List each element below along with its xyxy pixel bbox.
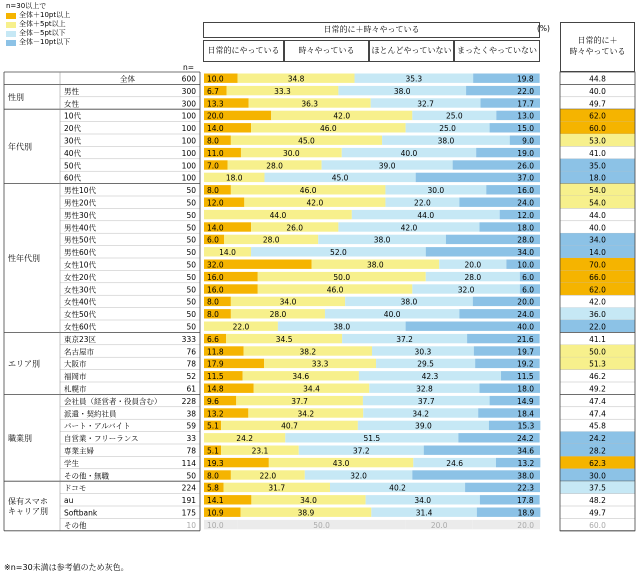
data-label: 6.0 <box>522 285 534 295</box>
n-value: 38 <box>186 409 196 419</box>
row-label: 40代 <box>64 148 82 158</box>
data-label: 34.2 <box>297 409 315 419</box>
data-label: 17.8 <box>516 496 534 506</box>
data-label: 18.0 <box>517 384 534 394</box>
data-label: 8.0 <box>207 186 219 196</box>
row-label: 男性60代 <box>64 248 97 258</box>
n-value: 50 <box>186 310 196 320</box>
summary-value: 54.0 <box>589 198 606 208</box>
group-label: 職業別 <box>8 433 32 443</box>
summary-value: 14.0 <box>589 248 606 258</box>
group-label: 性別 <box>8 92 24 102</box>
data-label: 28.0 <box>269 310 287 320</box>
summary-value: 40.0 <box>589 86 606 96</box>
data-label: 34.6 <box>292 372 310 382</box>
data-label: 29.5 <box>417 359 434 369</box>
summary-value: 60.0 <box>589 520 606 530</box>
n-value: 300 <box>181 86 196 96</box>
data-label: 45.0 <box>298 136 315 146</box>
n-value: 100 <box>181 124 196 134</box>
data-label: 14.8 <box>207 384 224 394</box>
data-label: 22.0 <box>232 322 250 332</box>
data-label: 22.0 <box>259 471 277 481</box>
data-label: 40.2 <box>389 483 406 493</box>
n-value: 10 <box>186 520 196 530</box>
data-label: 34.0 <box>279 297 297 307</box>
data-label: 10.0 <box>517 260 534 270</box>
n-value: 50 <box>186 223 196 233</box>
n-value: 100 <box>181 148 196 158</box>
data-label: 20.0 <box>430 520 448 530</box>
n-value: 600 <box>181 74 196 84</box>
n-value: 59 <box>186 421 196 431</box>
row-label: 30代 <box>64 136 82 146</box>
n-value: 100 <box>181 111 196 121</box>
data-label: 20.0 <box>517 520 534 530</box>
n-value: 33 <box>186 434 196 444</box>
data-label: 19.7 <box>517 347 534 357</box>
data-label: 8.0 <box>207 136 219 146</box>
data-label: 32.8 <box>416 384 433 394</box>
row-label: 女性50代 <box>64 310 97 320</box>
data-label: 37.2 <box>352 446 370 456</box>
data-label: 5.1 <box>207 421 219 431</box>
legend-title: n=30以上で <box>6 2 47 10</box>
summary-value: 51.3 <box>589 359 606 369</box>
data-label: 38.9 <box>297 508 315 518</box>
n-value: 50 <box>186 235 196 245</box>
row-label: 名古屋市 <box>64 347 94 357</box>
data-label: 34.0 <box>300 496 317 506</box>
n-value: 228 <box>181 396 196 406</box>
summary-header-line-2: 時々やっている <box>569 47 626 56</box>
data-label: 8.0 <box>207 310 219 320</box>
n-value: 224 <box>181 483 196 493</box>
data-label: 34.8 <box>287 74 305 84</box>
data-label: 40.7 <box>281 421 298 431</box>
data-label: 46.0 <box>326 285 344 295</box>
data-label: 38.0 <box>400 297 418 307</box>
legend-label: 全体＋10pt以上 <box>19 11 71 19</box>
data-label: 17.9 <box>207 359 224 369</box>
n-header: n= <box>183 63 195 72</box>
data-label: 14.0 <box>219 248 236 258</box>
data-label: 42.0 <box>400 223 418 233</box>
n-value: 50 <box>186 297 196 307</box>
data-label: 32.0 <box>457 285 475 295</box>
row-label: 大阪市 <box>64 359 87 369</box>
data-label: 16.0 <box>207 272 224 282</box>
data-label: 19.0 <box>517 148 534 158</box>
n-value: 50 <box>186 285 196 295</box>
data-label: 5.8 <box>207 483 219 493</box>
data-label: 25.0 <box>445 111 463 121</box>
data-label: 43.0 <box>332 458 350 468</box>
summary-value: 45.8 <box>589 421 606 431</box>
data-label: 34.5 <box>275 334 293 344</box>
row-label: 会社員（経営者・役員含む） <box>64 396 162 406</box>
data-label: 33.3 <box>311 359 329 369</box>
row-label: 50代 <box>64 161 82 171</box>
row-label: 女性30代 <box>64 285 97 295</box>
data-label: 33.3 <box>274 86 291 96</box>
row-label: 男性40代 <box>64 223 97 233</box>
summary-value: 18.0 <box>589 173 606 183</box>
data-label: 12.0 <box>207 198 224 208</box>
data-label: 21.6 <box>516 334 534 344</box>
row-label: 自営業・フリーランス <box>64 434 139 444</box>
column-header-daily: 日常的にやっている <box>203 40 284 62</box>
summary-value: 24.2 <box>589 434 606 444</box>
summary-value: 48.2 <box>589 496 606 506</box>
data-label: 37.7 <box>417 396 435 406</box>
data-label: 14.0 <box>207 223 224 233</box>
row-label: その他 <box>64 520 87 530</box>
data-label: 15.0 <box>517 124 534 134</box>
data-label: 36.3 <box>301 99 319 109</box>
data-label: 42.0 <box>306 198 324 208</box>
summary-value: 30.0 <box>589 471 606 481</box>
data-label: 37.7 <box>291 396 308 406</box>
row-label: ドコモ <box>64 483 87 493</box>
summary-value: 40.0 <box>589 223 606 233</box>
group-header: 日常的に＋時々やっている <box>203 22 540 38</box>
data-label: 16.0 <box>517 186 534 196</box>
row-label: 女性60代 <box>64 322 97 332</box>
data-label: 24.2 <box>236 434 254 444</box>
row-label: 派遣・契約社員 <box>64 409 117 419</box>
group-label: キャリア別 <box>8 507 48 516</box>
summary-value: 42.0 <box>589 297 606 307</box>
data-label: 22.0 <box>414 198 431 208</box>
data-label: 52.0 <box>330 248 347 258</box>
row-label: その他・無職 <box>64 471 109 481</box>
data-label: 9.6 <box>207 396 219 406</box>
data-label: 24.0 <box>517 310 534 320</box>
summary-value: 62.0 <box>589 285 606 295</box>
n-value: 333 <box>181 334 196 344</box>
data-label: 8.0 <box>207 297 219 307</box>
data-label: 38.0 <box>517 471 534 481</box>
data-label: 38.0 <box>373 235 391 245</box>
legend-label: 全体－5pt以下 <box>19 29 66 37</box>
row-label: 男性10代 <box>64 186 97 196</box>
legend-label: 全体＋5pt以上 <box>19 20 66 28</box>
summary-value: 22.0 <box>589 322 606 332</box>
data-label: 32.7 <box>417 99 434 109</box>
n-value: 50 <box>186 260 196 270</box>
data-label: 11.0 <box>207 148 224 158</box>
summary-value: 44.0 <box>589 210 606 220</box>
column-header-never: まったくやっていない <box>454 40 540 62</box>
data-label: 24.2 <box>516 434 534 444</box>
summary-value: 36.0 <box>589 310 606 320</box>
data-label: 50.0 <box>333 272 351 282</box>
data-label: 46.0 <box>299 186 317 196</box>
summary-value: 41.1 <box>589 334 606 344</box>
footnote: ※n=30未満は参考値のため灰色。 <box>4 563 129 572</box>
data-label: 10.0 <box>207 520 224 530</box>
row-label: 10代 <box>64 111 82 121</box>
data-label: 18.0 <box>225 173 243 183</box>
data-label: 15.3 <box>517 421 535 431</box>
data-label: 6.0 <box>207 235 219 245</box>
data-label: 20.0 <box>464 260 482 270</box>
data-label: 38.0 <box>393 86 411 96</box>
data-label: 45.0 <box>331 173 349 183</box>
n-value: 52 <box>186 372 196 382</box>
n-value: 114 <box>181 458 196 468</box>
data-label: 44.0 <box>417 210 435 220</box>
n-value: 50 <box>186 186 196 196</box>
row-label: 女性20代 <box>64 272 97 282</box>
n-value: 50 <box>186 471 196 481</box>
data-label: 34.4 <box>303 384 320 394</box>
row-label: 札幌市 <box>64 384 87 394</box>
data-label: 35.3 <box>405 74 423 84</box>
data-label: 18.4 <box>517 409 534 419</box>
percent-label: (%) <box>537 24 550 33</box>
n-value: 78 <box>186 359 196 369</box>
data-label: 38.0 <box>437 136 455 146</box>
data-label: 13.2 <box>517 458 535 468</box>
row-label: 男性 <box>64 86 79 96</box>
n-value: 50 <box>186 248 196 258</box>
data-label: 6.7 <box>207 86 219 96</box>
summary-header-line-1: 日常的に＋ <box>577 36 618 45</box>
data-label: 32.0 <box>350 471 367 481</box>
data-label: 18.9 <box>517 508 535 518</box>
data-label: 5.1 <box>207 446 219 456</box>
data-label: 6.6 <box>207 334 219 344</box>
row-label: 女性 <box>64 99 79 109</box>
group-label: 性年代別 <box>8 254 40 263</box>
data-label: 40.0 <box>517 322 534 332</box>
row-label: 東京23区 <box>64 334 97 344</box>
data-label: 14.1 <box>207 496 224 506</box>
data-label: 31.7 <box>268 483 286 493</box>
data-label: 38.2 <box>299 347 317 357</box>
summary-value: 49.2 <box>589 384 606 394</box>
data-label: 30.0 <box>427 186 445 196</box>
data-label: 30.3 <box>414 347 432 357</box>
n-value: 50 <box>186 210 196 220</box>
row-label: Softbank <box>64 508 98 518</box>
data-label: 34.2 <box>412 409 430 419</box>
data-label: 28.0 <box>464 272 482 282</box>
data-label: 24.6 <box>446 458 464 468</box>
n-value: 50 <box>186 272 196 282</box>
data-label: 19.8 <box>516 74 534 84</box>
group-label: エリア別 <box>8 359 40 369</box>
data-label: 10.9 <box>207 508 224 518</box>
row-label: 男性50代 <box>64 235 97 245</box>
data-label: 20.0 <box>517 297 534 307</box>
column-header-rarely: ほとんどやっていない <box>369 40 454 62</box>
summary-value: 60.0 <box>589 124 606 134</box>
data-label: 9.0 <box>522 136 534 146</box>
summary-value: 53.0 <box>589 136 606 146</box>
data-label: 31.4 <box>415 508 433 518</box>
data-label: 11.5 <box>207 372 224 382</box>
data-label: 24.0 <box>517 198 534 208</box>
row-label: 学生 <box>64 458 79 468</box>
n-value: 100 <box>181 161 196 171</box>
data-label: 38.0 <box>367 260 384 270</box>
summary-value: 62.3 <box>589 458 606 468</box>
data-label: 42.0 <box>333 111 351 121</box>
summary-value: 41.0 <box>589 148 606 158</box>
data-label: 26.0 <box>517 161 534 171</box>
group-label: 保有スマホ <box>8 497 48 506</box>
data-label: 28.0 <box>266 161 283 171</box>
data-label: 50.0 <box>313 520 330 530</box>
summary-value: 70.0 <box>589 260 606 270</box>
data-label: 22.3 <box>517 483 534 493</box>
data-label: 34.6 <box>517 446 534 456</box>
row-label: 60代 <box>64 173 82 183</box>
data-label: 13.0 <box>517 111 534 121</box>
summary-value: 34.0 <box>589 235 606 245</box>
row-label: 男性30代 <box>64 210 97 220</box>
n-value: 100 <box>181 136 196 146</box>
data-label: 14.9 <box>516 396 534 406</box>
data-label: 14.0 <box>207 124 224 134</box>
data-label: 13.3 <box>207 99 224 109</box>
data-label: 8.0 <box>207 471 219 481</box>
summary-value: 28.2 <box>589 446 606 456</box>
row-label: 女性40代 <box>64 297 97 307</box>
data-label: 40.0 <box>400 148 418 158</box>
summary-value: 49.7 <box>589 508 606 518</box>
summary-value: 62.0 <box>589 111 606 121</box>
row-label: パート・アルバイト <box>64 421 131 431</box>
row-label: 全体 <box>120 74 135 84</box>
summary-value: 54.0 <box>589 186 606 196</box>
data-label: 37.2 <box>396 334 413 344</box>
row-label: 専業主婦 <box>64 446 94 456</box>
n-value: 50 <box>186 322 196 332</box>
column-header-sometimes: 時々やっている <box>284 40 369 62</box>
legend-label: 全体－10pt以下 <box>19 38 71 46</box>
n-value: 175 <box>181 508 196 518</box>
summary-value: 46.2 <box>589 372 606 382</box>
data-label: 20.0 <box>207 111 224 121</box>
data-label: 13.2 <box>207 409 224 419</box>
n-value: 191 <box>181 496 196 506</box>
row-label: 福岡市 <box>64 372 87 382</box>
summary-value: 66.0 <box>589 272 606 282</box>
data-label: 19.2 <box>516 359 534 369</box>
data-label: 25.0 <box>439 124 456 134</box>
data-label: 12.0 <box>517 210 534 220</box>
data-label: 23.1 <box>251 446 269 456</box>
data-label: 30.0 <box>283 148 300 158</box>
data-label: 11.5 <box>516 372 534 382</box>
data-label: 18.0 <box>517 223 534 233</box>
n-value: 61 <box>186 384 196 394</box>
data-label: 22.0 <box>517 86 534 96</box>
summary-value: 47.4 <box>589 396 606 406</box>
n-value: 100 <box>181 173 196 183</box>
data-label: 32.0 <box>207 260 224 270</box>
data-label: 40.0 <box>383 310 401 320</box>
summary-value: 35.0 <box>589 161 606 171</box>
n-value: 76 <box>186 347 196 357</box>
data-label: 19.3 <box>207 458 224 468</box>
data-label: 34.0 <box>414 496 432 506</box>
row-label: au <box>64 496 74 506</box>
row-label: 20代 <box>64 124 82 134</box>
data-label: 38.0 <box>333 322 351 332</box>
summary-value: 37.5 <box>589 483 606 493</box>
data-label: 26.0 <box>286 223 304 233</box>
summary-value: 49.7 <box>589 99 606 109</box>
data-label: 42.3 <box>421 372 439 382</box>
data-label: 28.0 <box>262 235 280 245</box>
data-label: 44.0 <box>269 210 287 220</box>
data-label: 16.0 <box>207 285 224 295</box>
data-label: 39.0 <box>378 161 396 171</box>
summary-value: 44.8 <box>589 74 606 84</box>
n-value: 300 <box>181 99 196 109</box>
data-label: 7.0 <box>207 161 219 171</box>
data-label: 28.0 <box>517 235 534 245</box>
n-value: 78 <box>186 446 196 456</box>
data-label: 11.8 <box>207 347 224 357</box>
summary-value: 47.4 <box>589 409 606 419</box>
data-label: 17.7 <box>517 99 534 109</box>
data-label: 34.0 <box>517 248 534 258</box>
data-label: 6.0 <box>522 272 534 282</box>
summary-value: 50.0 <box>589 347 606 357</box>
data-label: 10.0 <box>207 74 224 84</box>
row-label: 女性10代 <box>64 260 97 270</box>
data-label: 39.0 <box>415 421 432 431</box>
data-label: 51.5 <box>363 434 381 444</box>
group-label: 年代別 <box>8 142 32 152</box>
row-label: 男性20代 <box>64 198 97 208</box>
data-label: 37.0 <box>517 173 534 183</box>
data-label: 46.0 <box>319 124 337 134</box>
n-value: 50 <box>186 198 196 208</box>
